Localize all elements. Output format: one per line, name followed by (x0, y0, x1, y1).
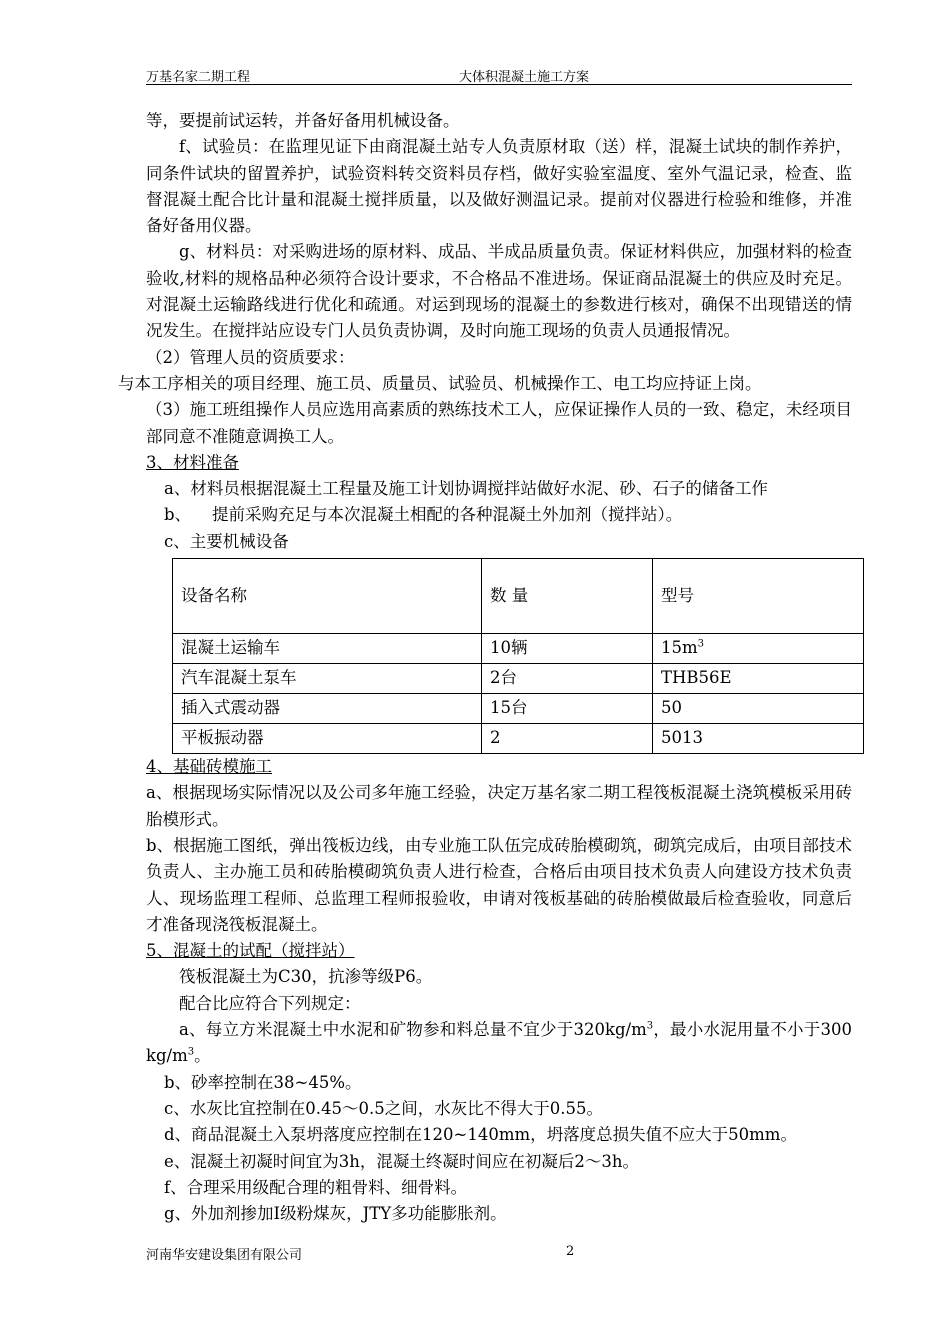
list-item: g、外加剂掺加Ⅰ级粉煤灰，JTY多功能膨胀剂。 (164, 1204, 507, 1224)
table-header-cell: 设备名称 (173, 559, 482, 634)
table-row (173, 724, 864, 754)
list-item: f、合理采用级配合理的粗骨料、细骨料。 (164, 1177, 468, 1197)
table-cell: 5013 (653, 724, 864, 754)
section-heading-3: 3、材料准备 (146, 452, 239, 472)
list-item: e、混凝土初凝时间宜为3h，混凝土终凝时间应在初凝后2～3h。 (164, 1151, 640, 1171)
list-item: c、水灰比宜控制在0.45～0.5之间，水灰比不得大于0.55。 (164, 1098, 603, 1118)
superscript: 3 (187, 1046, 195, 1058)
table-cell: 10辆 (482, 634, 653, 664)
section-heading-4: 4、基础砖模施工 (146, 757, 272, 777)
text-run: ，最小水泥用量不小于300 kg/m (146, 1020, 852, 1066)
unit-text: 15m (661, 638, 698, 658)
table-cell: 插入式震动器 (173, 694, 482, 724)
table-header-row (173, 559, 864, 634)
paragraph: 配合比应符合下列规定： (179, 993, 361, 1013)
list-item: c、主要机械设备 (164, 531, 289, 551)
text-run: a、每立方米混凝土中水泥和矿物参和料总量不宜少于320kg/m (179, 1020, 647, 1040)
table-header-cell: 型号 (653, 559, 864, 634)
paragraph: b、根据施工图纸，弹出筏板边线，由专业施工队伍完成砖胎模砌筑，砌筑完成后，由项目部技术负责人、主办施工员和砖胎模砌筑负责人进行检查，合格后由项目技术负责人向建设方技术负责人、现场监理工程师、总监理工程师报验收，申请对筏板基础的砖胎模做最后检查验收，同意后才准备现浇筏板混凝土。 (146, 835, 852, 934)
text-run: 。 (194, 1046, 211, 1066)
paragraph-tester: f、试验员：在监理见证下由商混凝土站专人负责原材取（送）样，混凝土试块的制作养护，同条件试块的留置养护，试验资料转交资料员存档，做好实验室温度、室外气温记录，检查、监督混凝土配合比计量和混凝土搅拌质量，以及做好测温记录。提前对仪器进行检验和维修，并准备好备用仪器。 (146, 137, 852, 236)
list-item: b、 提前采购充足与本次混凝土相配的各种混凝土外加剂（搅拌站）。 (164, 505, 683, 525)
superscript: 3 (646, 1020, 654, 1032)
table-cell: THB56E (653, 664, 864, 694)
footer-company: 河南华安建设集团有限公司 (146, 1248, 303, 1263)
table-row (173, 694, 864, 724)
header-doc-title: 大体积混凝土施工方案 (459, 70, 590, 85)
table-cell: 2 (482, 724, 653, 754)
paragraph-workers: （3）施工班组操作人员应选用高素质的熟练技术工人，应保证操作人员的一致、稳定，未经项目部同意不准随意调换工人。 (146, 400, 852, 446)
section-heading-5: 5、混凝土的试配（搅拌站） (146, 941, 355, 961)
paragraph-certified: 与本工序相关的项目经理、施工员、质量员、试验员、机械操作工、电工均应持证上岗。 (118, 373, 762, 393)
paragraph: 等，要提前试运转，并备好备用机械设备。 (146, 111, 460, 130)
paragraph: a、根据现场实际情况以及公司多年施工经验，决定万基名家二期工程筏板混凝土浇筑模板采用砖胎模形式。 (146, 783, 852, 829)
table-row (173, 664, 864, 694)
list-item: a、材料员根据混凝土工程量及施工计划协调搅拌站做好水泥、砂、石子的储备工作 (164, 479, 768, 499)
table-cell (653, 634, 864, 664)
paragraph: 筏板混凝土为C30，抗渗等级P6。 (179, 967, 433, 987)
table-row (173, 634, 864, 664)
equipment-table (172, 558, 864, 754)
paragraph-qualification: （2）管理人员的资质要求： (146, 347, 355, 367)
page-header (146, 66, 852, 85)
paragraph-material-clerk: g、材料员：对采购进场的原材料、成品、半成品质量负责。保证材料供应，加强材料的检查验收,材料的规格品种必须符合设计要求，不合格品不准进场。保证商品混凝土的供应及时充足。对混凝土运输路线进行优化和疏通。对运到现场的混凝土的参数进行核对，确保不出现错送的情况发生。在搅拌站应设专门人员负责协调，及时向施工现场的负责人员通报情况。 (146, 242, 852, 341)
list-item: d、商品混凝土入泵坍落度应控制在120~140mm，坍落度总损失值不应大于50mm。 (164, 1125, 797, 1145)
table-cell: 2台 (482, 664, 653, 694)
table-cell: 汽车混凝土泵车 (173, 664, 482, 694)
table-header-cell: 数 量 (482, 559, 653, 634)
table-cell: 混凝土运输车 (173, 634, 482, 664)
table-cell: 15台 (482, 694, 653, 724)
table-cell: 平板振动器 (173, 724, 482, 754)
table-cell: 50 (653, 694, 864, 724)
list-item: b、砂率控制在38~45%。 (164, 1072, 362, 1092)
document-body (118, 108, 852, 1227)
superscript: 3 (697, 638, 705, 650)
page-number: 2 (566, 1244, 575, 1259)
list-item (146, 1017, 852, 1070)
header-project: 万基名家二期工程 (146, 70, 251, 85)
